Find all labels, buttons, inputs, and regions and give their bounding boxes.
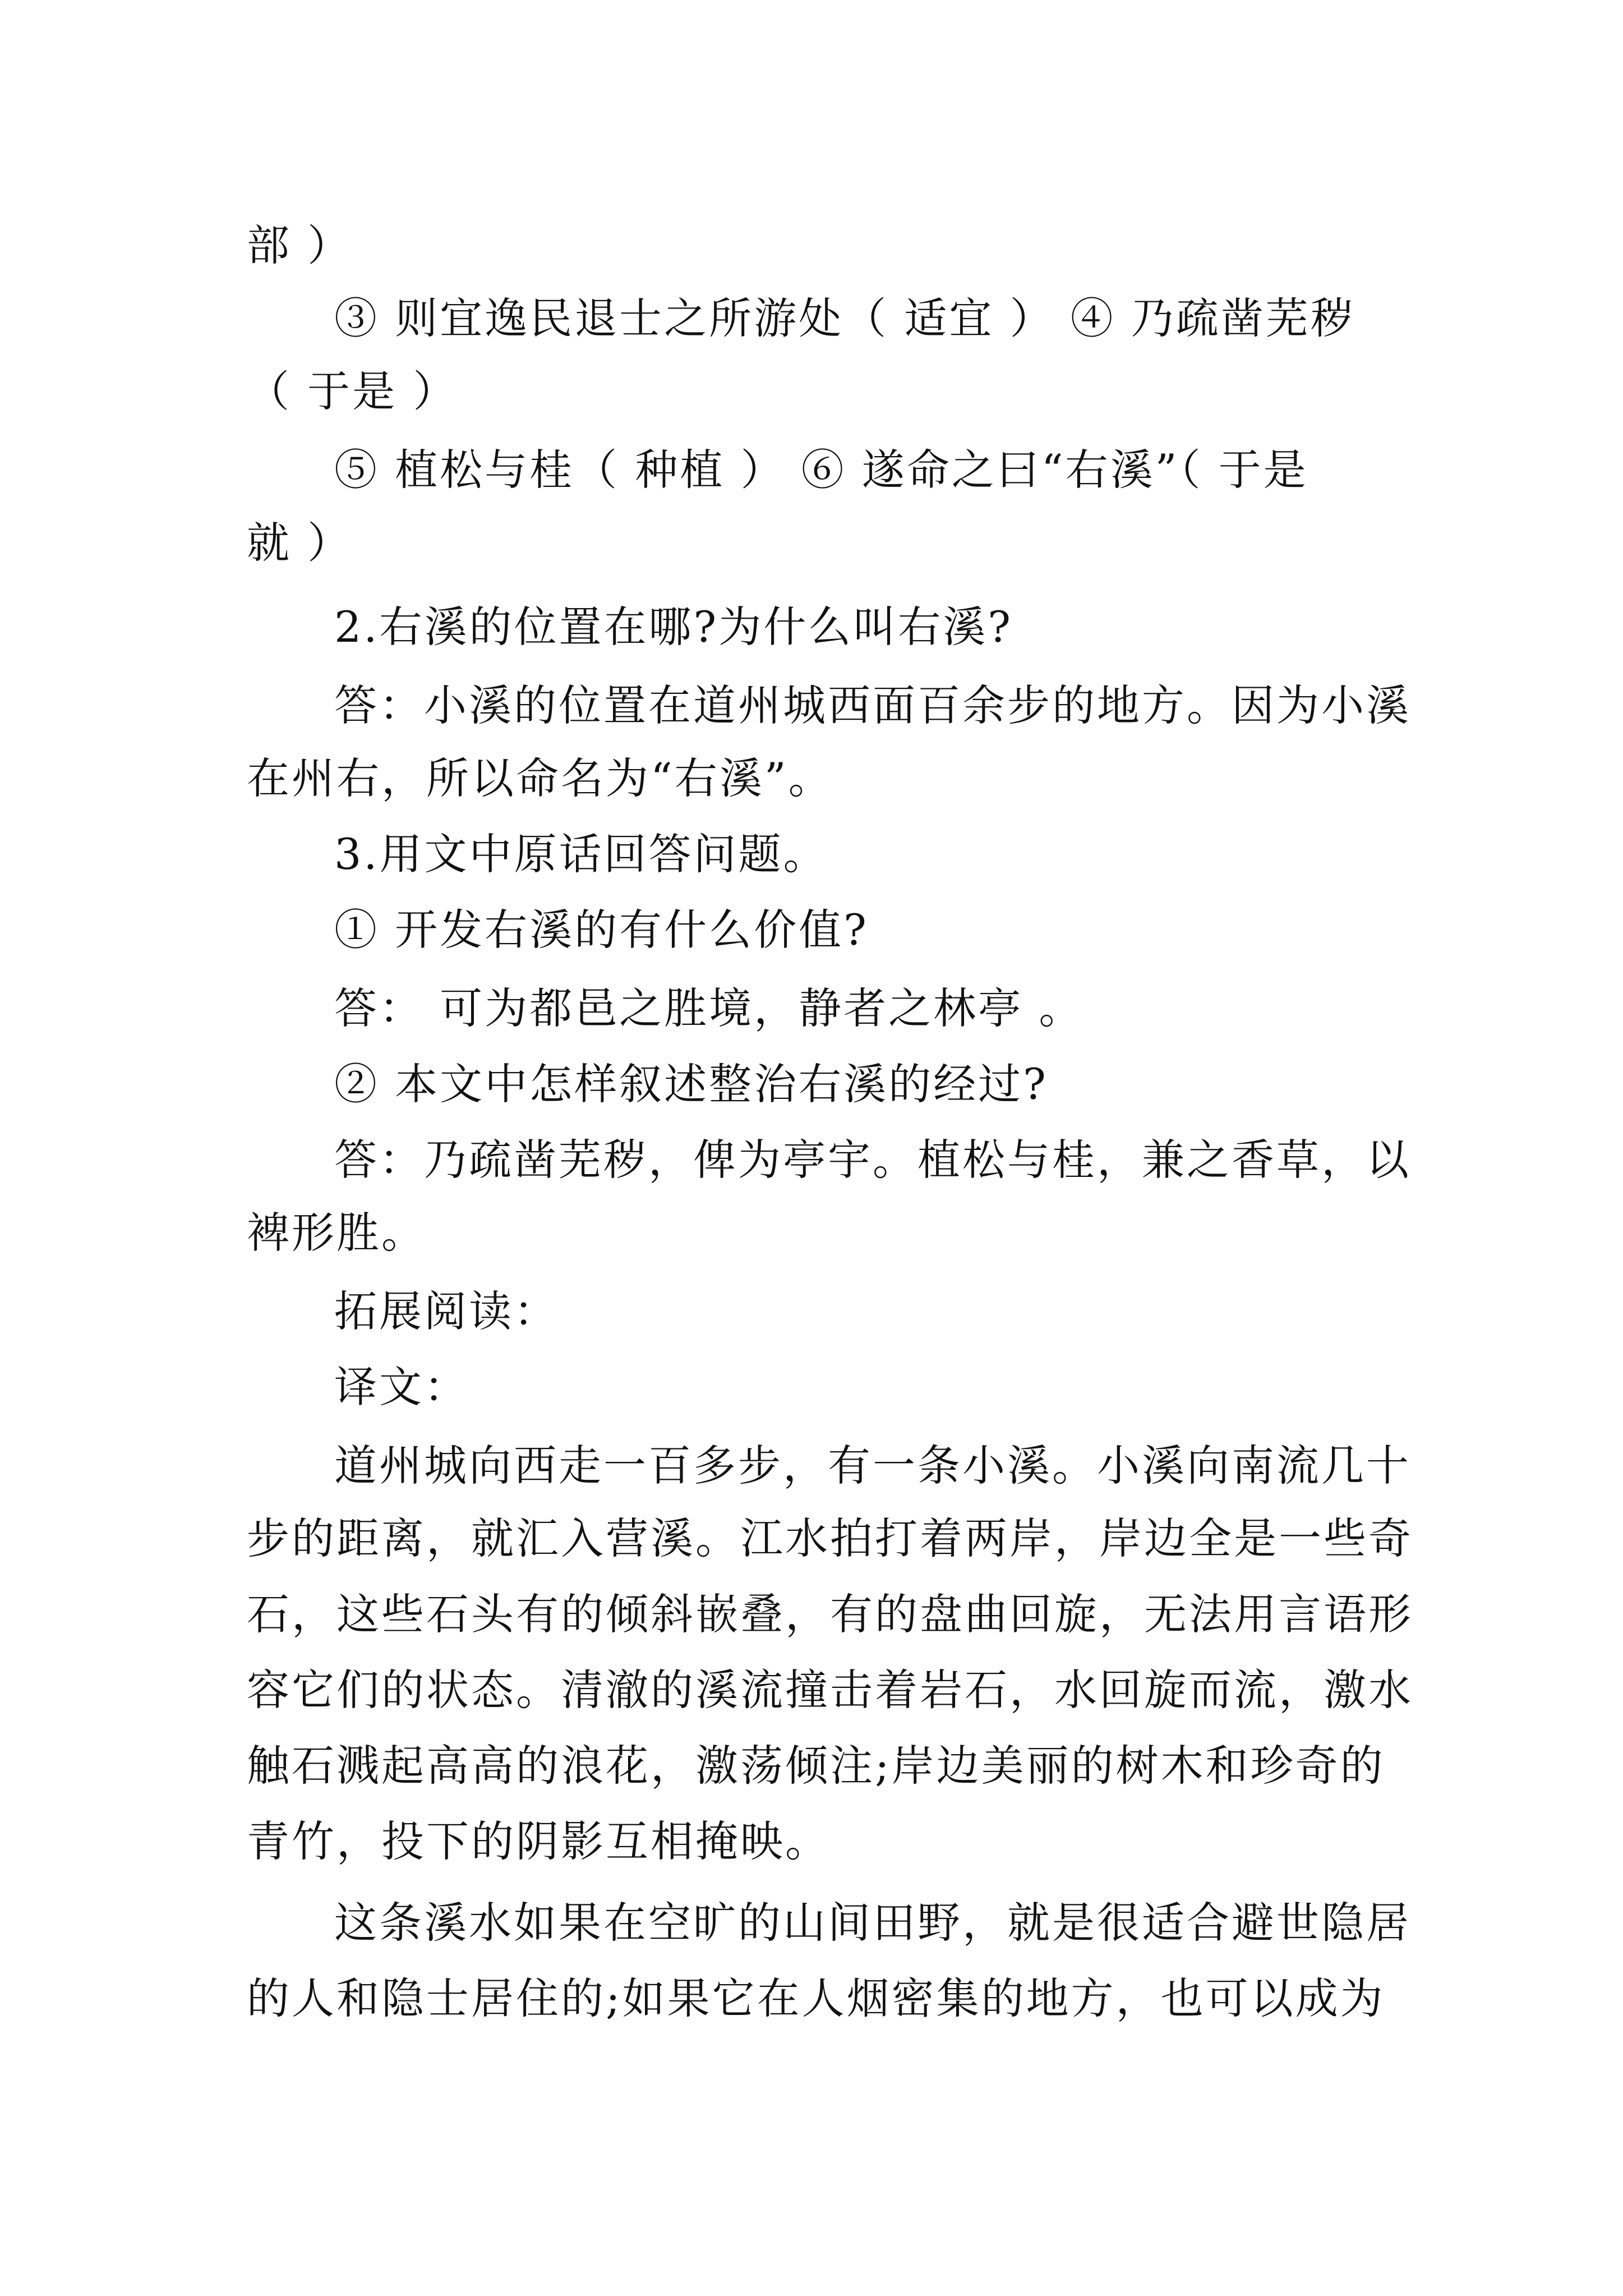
text-line-2: ③ 则宜逸民退士之所游处（ 适宜 ） ④ 乃疏凿芜秽 <box>334 293 1355 343</box>
translation-heading: 译文： <box>334 1362 469 1412</box>
question-3-1: ① 开发右溪的有什么价值? <box>334 905 869 955</box>
text-line-4: ⑤ 植松与桂（ 种植 ） ⑥ 遂命之曰“右溪”（ 于是 <box>334 445 1308 495</box>
answer-3-1: 答： 可为都邑之胜境，静者之林亭 。 <box>334 983 1084 1033</box>
translation-line-7: 这条溪水如果在空旷的山间田野，就是很适合避世隐居 <box>334 1898 1411 1948</box>
question-3-2: ② 本文中怎样叙述整治右溪的经过? <box>334 1059 1048 1109</box>
answer-3-2-line-1: 答：乃疏凿芜秽，俾为亭宇。植松与桂，兼之香草，以 <box>334 1135 1411 1185</box>
text-line-1: 部 ） <box>247 220 353 270</box>
question-2: 2.右溪的位置在哪?为什么叫右溪? <box>334 602 1013 652</box>
translation-line-8: 的人和隐士居住的;如果它在人烟密集的地方，也可以成为 <box>247 1973 1385 2023</box>
answer-3-2-line-2: 裨形胜。 <box>247 1208 426 1258</box>
translation-line-1: 道州城向西走一百多步，有一条小溪。小溪向南流几十 <box>334 1441 1411 1490</box>
question-3: 3.用文中原话回答问题。 <box>334 829 828 879</box>
answer-2-line-2: 在州右，所以命名为“右溪”。 <box>247 753 833 803</box>
text-line-5: 就 ） <box>247 518 353 568</box>
translation-line-5: 触石溅起高高的浪花，激荡倾注;岸边美丽的树木和珍奇的 <box>247 1741 1385 1791</box>
extended-reading-heading: 拓展阅读： <box>334 1286 559 1336</box>
answer-2-line-1: 答：小溪的位置在道州城西面百余步的地方。因为小溪 <box>334 680 1411 730</box>
translation-line-4: 容它们的状态。清澈的溪流撞击着岩石，水回旋而流，激水 <box>247 1665 1413 1715</box>
translation-line-2: 步的距离，就汇入营溪。江水拍打着两岸，岸边全是一些奇 <box>247 1513 1413 1563</box>
translation-line-6: 青竹，投下的阴影互相掩映。 <box>247 1816 830 1866</box>
translation-line-3: 石，这些石头有的倾斜嵌叠，有的盘曲回旋，无法用言语形 <box>247 1589 1413 1639</box>
text-line-3: （ 于是 ） <box>247 366 458 416</box>
